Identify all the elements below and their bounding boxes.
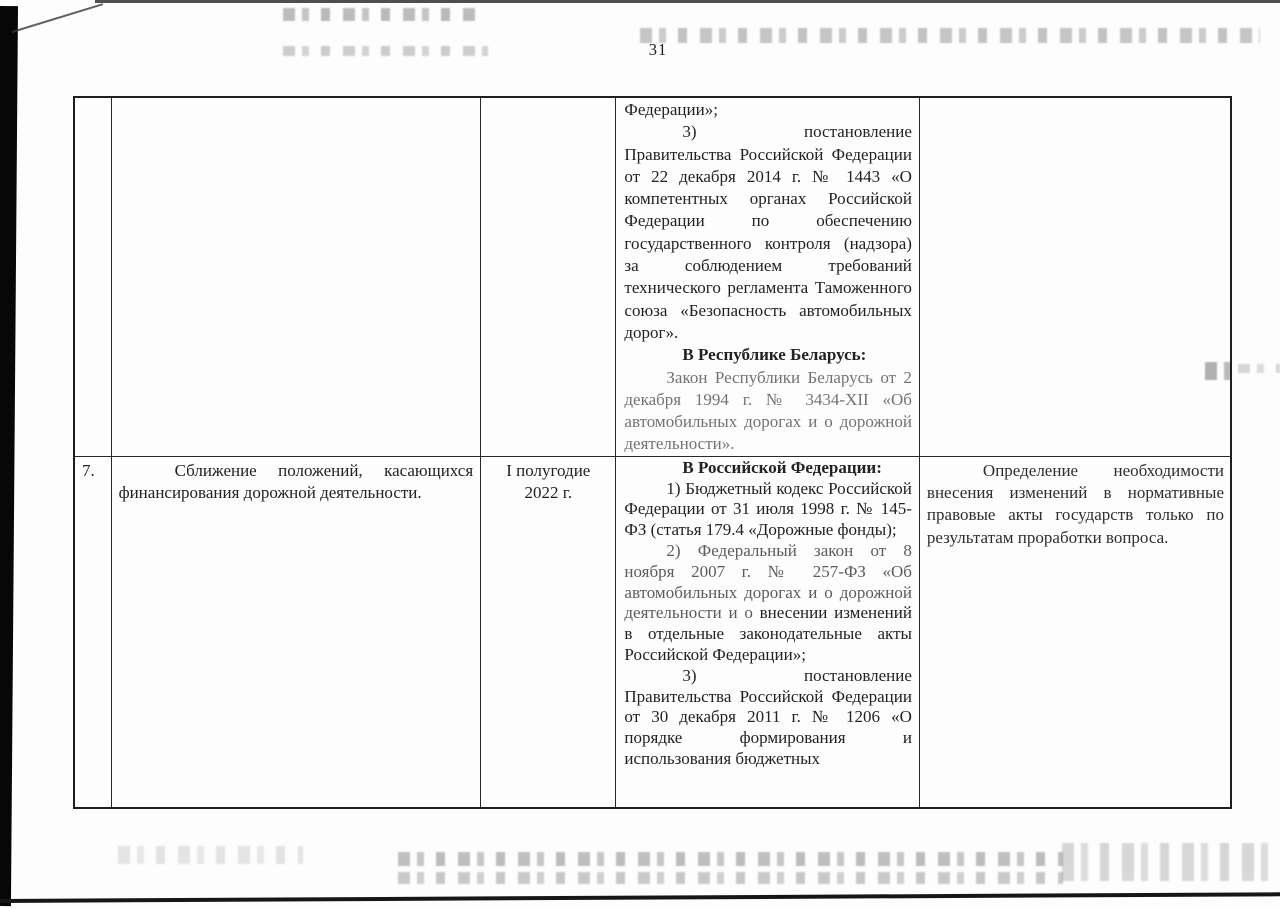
legal-paragraph: 3) постановление Правительства Российской Федерации от 30 декабря 2011 г. № 1206 «О порядке формирования и использования бюджетных — [624, 665, 912, 768]
table-row-continuation — [74, 97, 1231, 456]
scan-bleedthrough-artifact — [398, 872, 1063, 884]
period-line: I полугодие — [506, 460, 591, 480]
cell-period — [481, 456, 616, 808]
cell-expected-result — [919, 456, 1231, 808]
scan-left-edge-artifact — [0, 6, 18, 906]
legal-paragraph: Федерации»; — [624, 100, 718, 119]
cell-legal-basis — [616, 97, 920, 456]
legal-heading-russia: В Российской Федерации: — [682, 457, 882, 477]
legal-paragraph: 1) Бюджетный кодекс Российской Федерации от 31 июля 1998 г. № 145-ФЗ (статья 179.4 «Дорожные фонды); — [624, 478, 912, 540]
cell-row-number — [74, 97, 111, 456]
cell-row-number: 7. — [74, 456, 111, 808]
scan-noise-artifact — [640, 28, 1260, 43]
scan-bleedthrough-artifact — [398, 852, 1063, 866]
scan-bottom-edge-artifact — [0, 892, 1280, 903]
legal-paragraph — [624, 541, 912, 666]
legal-heading-belarus: В Республике Беларусь: — [682, 345, 867, 365]
cell-task — [111, 97, 481, 456]
page-number: 31 — [648, 40, 668, 59]
legal-paragraph-faded-part: 2) Федеральный закон от 8 ноября 2007 г. № 257-ФЗ «Об автомобильных дорогах и о дорожной деятельности и о — [624, 540, 912, 623]
cell-task — [111, 456, 481, 808]
scan-noise-artifact — [1238, 364, 1280, 373]
scan-corner-artifact — [12, 3, 103, 33]
cell-period — [481, 97, 616, 456]
legal-paragraph: Закон Республики Беларусь от 2 декабря 1994 г. № 3434-XII «Об автомобильных дорогах и о дорожной деятельности». — [624, 367, 912, 454]
cell-expected-result — [919, 97, 1231, 456]
legal-paragraph-dark-part: внесении изменений в отдельные законодательные акты Российской Федерации»; — [624, 603, 912, 664]
legal-paragraph: 3) постановление Правительства Российской Федерации от 22 декабря 2014 г. № 1443 «О компетентных органах Российской Федерации по обеспечению государственного контроля (надзора) за соблюдением требований технического регламента Таможенного союза «Безопасность автомобильных дорог». — [624, 122, 912, 342]
scan-noise-artifact — [283, 8, 478, 21]
scan-bleedthrough-artifact — [1062, 843, 1280, 881]
scan-bleedthrough-artifact — [118, 846, 303, 864]
period-line: 2022 г. — [524, 483, 573, 503]
cell-legal-basis — [616, 456, 920, 808]
plan-table — [73, 96, 1232, 809]
table-row-7 — [74, 456, 1231, 808]
scan-noise-artifact — [283, 46, 488, 56]
task-text: Сближение положений, касающихся финансирования дорожной деятельности. — [118, 460, 474, 503]
scan-top-edge-artifact — [95, 0, 1280, 3]
result-text: Определение необходимости внесения изменений в нормативные правовые акты государств только по результатам проработки вопроса. — [926, 460, 1224, 547]
